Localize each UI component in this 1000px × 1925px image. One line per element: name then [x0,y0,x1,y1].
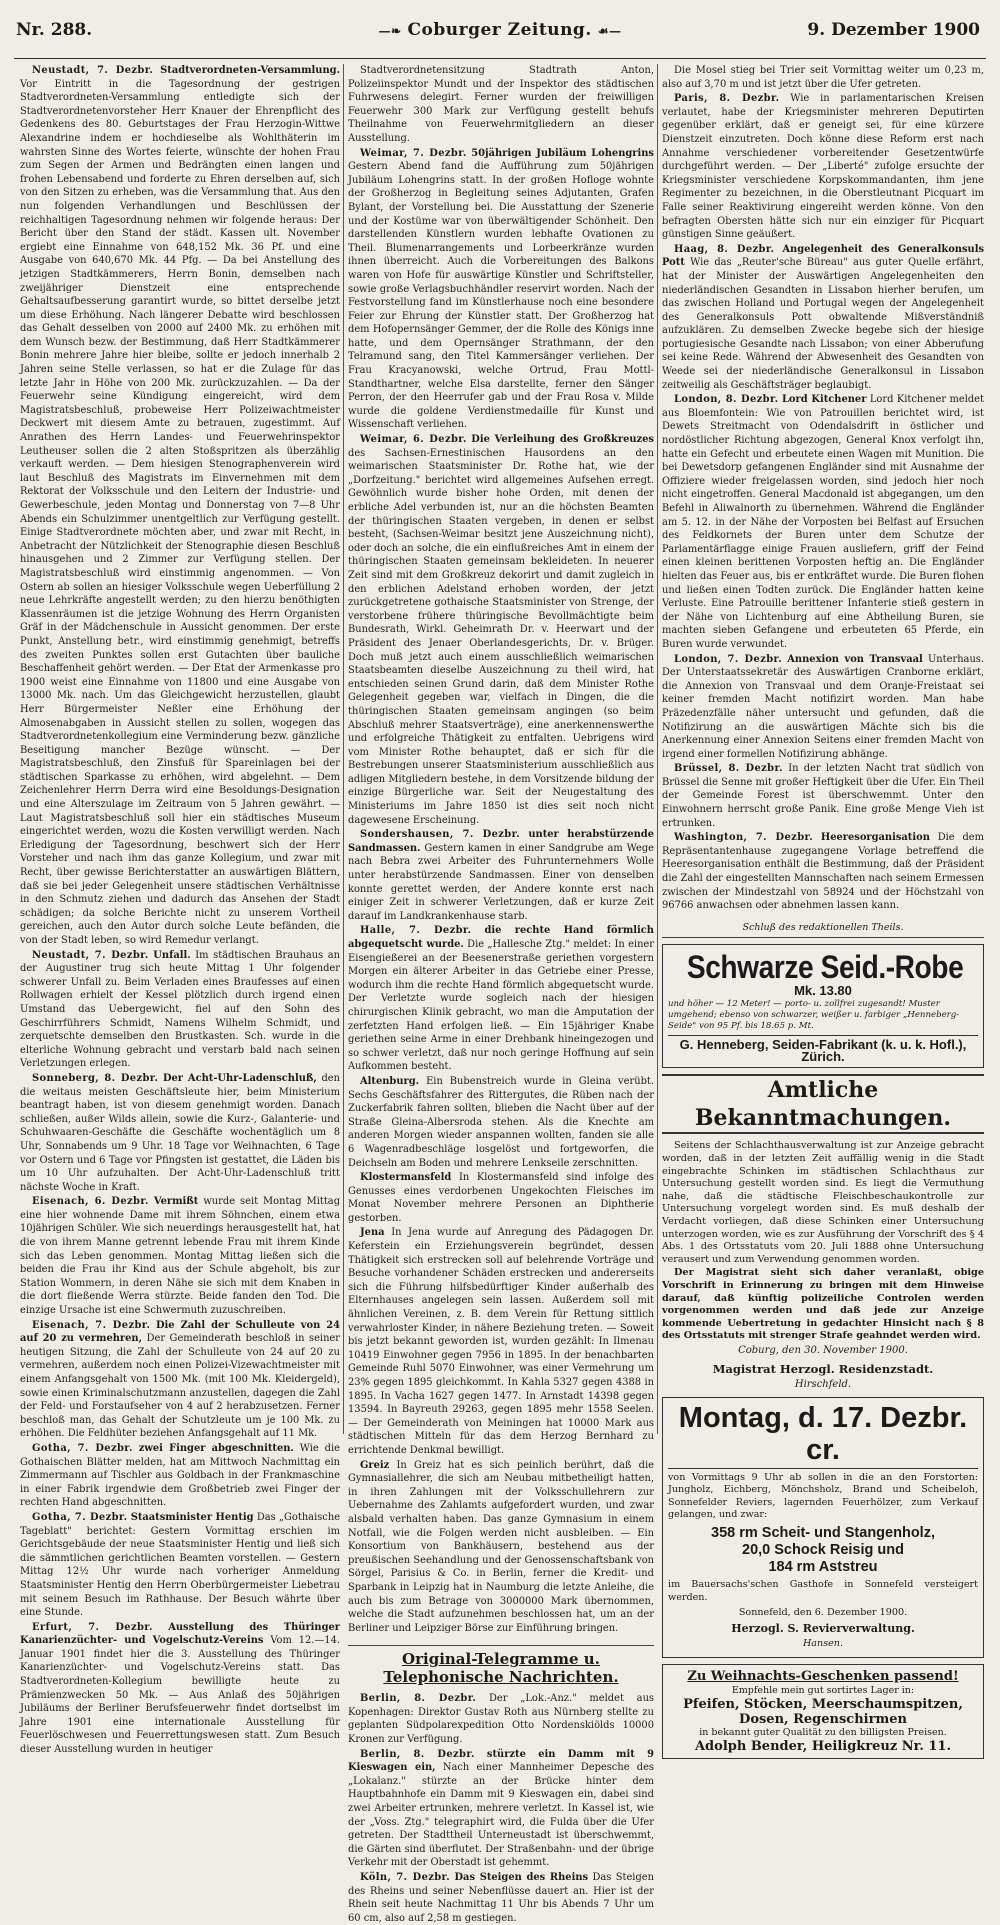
article-headline: Klostermansfeld [360,1172,452,1184]
article-paragraph [662,393,984,651]
article-dateline: London, 8. Dezbr. [674,394,779,406]
article-paragraph [348,828,654,923]
article-headline: Jena [360,1227,385,1239]
ad-silk-robe [662,944,984,1068]
article-dateline: Neustadt, 7. Dezbr. [32,949,149,961]
article-text: In Klostermansfeld sind infolge des Genusses eines verdorbenen Ungekochten Fleisches im Monat November mehrere Personen an Diphtherie gestorben. [348,1172,655,1224]
article-headline: Der Acht-Uhr-Ladenschluß, [162,1072,317,1084]
article-text: Die dem Repräsentantenhause zugegangene Vorlage betreffend die Heeresorganisation enthält die Bestimmung, daß der Präsident die Zahl der eingestellten Mannschaften nach seinem Ermessen zwischen der Mindestzahl von 58924 und der Höchstzahl von 96766 anwachsen oder abnehmen lassen kann. [662,832,985,912]
article-text: wurde seit Montag Mittag eine hier wohnende Dame mit ihrem Söhnchen, einem etwa 10jährigen Schüler. Wie sich neuerdings herausgestellt hat, hat die von ihrem Manne getrennt lebende Frau mit ihrem Kinde sich das Leben genommen. Montag Mittag ließen sich die beiden die Frau ihr Kind aus der Schule abgeholt, bis zur Station Wommern, in deren Nähe sie sich mit dem Knaben in die dort fließende Werra stürzte. Beide fanden den Tod. Die einzige Ursache ist eine Schwermuth zuzuschreiben. [20,1196,341,1317]
editorial-end-note: Schluß des redaktionellen Theils. [662,917,984,939]
ad-auction-location: im Bauersachs'schen Gasthofe in Sonnefeld versteigert werden. [668,1579,978,1603]
column-3-news [662,64,984,913]
article-headline: Die Zahl der Schulleute von 24 auf 20 zu vermehren, [20,1319,340,1345]
article-headline: Lord Kitchener [781,394,867,406]
article-headline: zwei Finger abgeschnitten. [138,1442,294,1454]
ad-auction-item: 184 rm Aststreu [768,1559,878,1576]
article-headline: die rechte Hand förmlich abgequetscht wurde. [348,925,654,950]
article-text: Unterhaus. Der Unterstaatssekretär des Auswärtigen Cranborne erklärt, die Annexion von Transvaal und dem Oranje-Freistaat sei keiner fremden Macht notifizirt worden. Man habe Präzedenzfälle näher untersucht und gefunden, daß die Notifizirung an die auswärtigen Mächte sich bis die Anerkennung einer Annexion Seitens einer fremden Macht von irgend einer formellen Notifizirung abhänge. [662,653,985,760]
article-headline: stürzte ein Damm mit 9 Kieswagen ein, [348,1748,654,1774]
article-headline: Annexion von Transvaal [787,653,923,665]
article-paragraph [662,653,984,762]
article-paragraph [348,147,654,432]
article-text: Gestern Abend fand die Aufführung zum 50jährigen Jubiläum Lohengrins statt. In der großen Hofloge wohnte der Großherzog in Begleitung seines Adjutanten, Grafen Bylant, der Vorstellung bei. Die Ausstattung der Szenerie und der Kostüme war von überwältigender Schönheit. Den darstellenden Künstlern wurden lebhafte Ovationen zu Theil. Blumenarrangements und Lorbeerkränze wurden ihnen überreicht. Auch die Vorbereitungen des Balkons waren von Hofe für auswärtige Künstler und Schriftsteller, sowie große Verlagsbuchhändler reservirt worden. Nach der Festvorstellung fand im Künstlerhause noch eine besondere Feier zur Ehrung der Künstler statt. Der Großherzog hat dem Hofopernsänger Gemmer, der die Rolle des Königs inne hatte, und dem Opernsänger Strathmann, der den Telramund sang, den Titel Kammersänger verliehen. Der Frau Kracyanowski, welche Ortrud, Frau Mottl-Standthartner, welche Elsa darstellte, ferner den Sänger Perron, der den Heerrufer gab und der Frau Rosa v. Milde wurde die goldene Verdienstmedaille für Kunst und Wissenschaft verliehen. [348,161,654,431]
article-text: Stadtverordnetensitzung Stadtrath Anton, Polizeiinspektor Mundt und der Inspektor des städtischen Fuhrwesens delegirt. Ferner wurden der freiwilligen Feuerwehr 300 Mark zur Verfügung gestellt behufs Theilnahme von Feuerwehrmitgliedern an dieser Ausstellung. [348,65,654,144]
ad-bender-intro: Empfehle mein gut sortirtes Lager in: [731,1685,915,1697]
ad-bender-firm: Adolph Bender, Heiligkreuz Nr. 11. [694,1739,952,1755]
article-dateline: Weimar, 7. Dezbr. [360,147,467,159]
article-text: In Jena wurde auf Anregung des Pädagogen Dr. Keferstein ein Erziehungsverein begründet, dessen Thätigkeit sich erstrecken soll auf belehrende Vorträge und Besuche vorhandener Schäden erstrecken und andererseits sich die Führung hilfsbedürftiger Kinder außerhalb des Elternhauses angelegen sein lassen. Außerdem soll mit ähnlichen Vereinen, z. B. dem Verein für Rettung sittlich verwahrloster Kinder, in nähere Beziehung treten. — Soweit bis jetzt bekannt geworden ist, wurden gezählt: In Ilmenau 10419 Einwohner gegen 7956 in 1895. In der benachbarten Gemeinde Ruhl 5070 Einwohner, was einer Vermehrung um 23% gegen 1895 gleichkommt. In Kahla 5327 gegen 4388 in 1895. In Vacha 1627 gegen 1477. In Arnstadt 14398 gegen 13594. In Bayreuth 29263, gegen 1895 mehr 1558 Seelen. — Der Gemeinderath von Meiningen hat 10000 Mark aus städtischen Mitteln für das dem Herzog Bernhard zu errichtende Denkmal bewilligt. [348,1227,654,1456]
article-dateline: Halle, 7. Dezbr. [360,925,472,937]
article-dateline: Paris, 8. Dezbr. [674,93,780,105]
article-headline: Staatsminister Hentig [130,1511,254,1523]
telegrams-section-title: Original-Telegramme u. Telephonische Nachrichten. [348,1645,654,1686]
article-dateline: Erfurt, 7. Dezbr. [32,1621,153,1633]
ad-auction-headline: Montag, d. 17. Dezbr. cr. [668,1402,978,1469]
ad-robe-text: und höher — 12 Meter! — porto- u. zollfrei zugesandt! Muster umgehend; ebenso von schwarzer, weißer u. farbiger „Henneberg-Seide" von 95 Pf. bis 18.65 p. Mt. [668,999,960,1032]
article-paragraph [662,243,984,393]
ad-bender-quality: in bekannt guter Qualität zu den billigsten Preisen. [699,1727,947,1739]
column-3 [662,64,985,1755]
article-text: Lord Kitchener meldet aus Bloemfontein: Wie von Patrouillen berichtet wird, ist Dewets Streitmacht von Odendalsdrift in östlicher und nordöstlicher Richtung abgezogen, General Knox verfolgt ihn, hatte ein Gefecht und erbeutete einen Wagen mit Munition. Die bei Dewetsdorp gefangenen Engländer sind mit Ausnahme der Offiziere wieder freigelassen worden, sind jedoch hier noch nicht eingetroffen. General Macdonald ist abgegangen, um den Befehl in Aliwalnorth zu übernehmen. Während die Engländer am 5. 12. in der Nähe der Vorposten bei Belfast auf Ersuchen des Feldkornets der Buren unter dem Schutze der Parlamentärflagge einige Frauen ausliefern, griff der Feind einen kleinen berittenen Vorposten heftig an. Die Engländer hielten das Feuer aus, bis er entkräftet wurde. Die Buren flohen und ließen einen Todten zurück. Die Engländer hatten keine Verluste. Eine Patrouille berittener Infanterie stieß gestern in der Nähe von Lichtenburg auf eine Abtheilung Buren, sie machten sieben Gefangene und erbeuteten 65 Pferde, ein Buren wurde verwundet. [662,394,984,650]
article-paragraph [20,1319,340,1441]
ad-wood-auction [662,1397,984,1659]
column-2 [348,64,655,1924]
article-dateline: London, 7. Dezbr. [674,653,783,665]
article-dateline: Gotha, 7. Dezbr. [32,1511,128,1523]
newspaper-title: Coburger Zeitung. [407,20,592,40]
article-text: den die weitaus meisten Geschäftsleute hier, beim Ministerium beantragt haben, ist von diesem genehmigt worden. Danach schließen, außer Wilds allein, sowie die Kurz-, Galanterie- und Schuhwaaren-Geschäfte die Geschäfte wochentäglich um 8 Uhr, Sonnabends um 9 Uhr. 18 Tage vor Weihnachten, 6 Tage vor Ostern und 6 Tage vor Pfingsten ist gestattet, die Läden bis um 10 Uhr aufzuhalten. Der Acht-Uhr-Ladenschluß tritt nächste Woche in Kraft. [20,1072,341,1193]
article-dateline: Sondershausen, 7. Dezbr. [360,829,521,841]
article-headline: Greiz [360,1459,390,1471]
article-headline: unter herabstürzende Sandmassen. [348,829,654,854]
article-text: Ein Bubenstreich wurde in Gleina verübt. Sechs Geschäftsfahrer des Rittergutes, die Rüben nach der Zuckerfabrik fahren sollten, blieben die Nacht über auf der Straße Gleina-Albersroda stehen. Als die Knechte am anderen Morgen wieder anspannen wollten, fanden sie alle 6 Wagenradbeschläge losgelöst und fortgeworfen, die Deichseln am Boden und mehrere Lenkseile zerschnitten. [348,1075,654,1169]
official-notice-place-date: Coburg, den 30. November 1900. [738,1344,908,1356]
article-headline: Angelegenheit des Generalkonsuls Pott [662,243,985,269]
article-paragraph [348,1226,654,1457]
article-paragraph [348,1692,654,1746]
article-text: Die Mosel stieg bei Trier seit Vormittag weiter um 0,23 m, also auf 3,70 m und ist jetzt über die Ufer getreten. [662,65,984,90]
article-paragraph [662,92,984,242]
article-text: Wie das „Reuter'sche Büreau" aus guter Quelle erfährt, hat der Minister der Auswärtigen Angelegenheiten den niederländischen Gesandten in Lissabon hierher berufen, um das zwischen Holland und Portugal wegen der Angelegenheit des Generalkonsuls Pott obwaltende Mißverständniß aufzuklären. Zu demselben Zwecke begebe sich der hiesige portugiesische Gesandte nach Lissabon; von einer Abberufung sei keine Rede. Während der Abwesenheit des Gesandten von Weede sei der niederländische Generalkonsul in Lissabon zeitweilig als Geschäftsträger beglaubigt. [662,257,984,391]
article-headline: Ausstellung des Thüringer Kanarienzüchter- und Vogelschutz-Vereins [20,1621,341,1647]
article-headline: Stadtverordneten-Versammlung. [160,65,341,76]
article-text: Wie die Gothaischen Blätter melden, hat am Mittwoch Nachmittag ein Zimmermann auf Tischler aus Goldbach in der Frankmaschine in einer Fabrik irgendwie dem Großbetrieb zwei Finger der rechten Hand abgeschnitten. [20,1442,340,1509]
official-notice-signatory: Hirschfeld. [794,1379,852,1391]
article-paragraph [20,1072,340,1194]
article-paragraph [348,1075,654,1170]
ornament-left: —❧ [378,24,402,38]
article-headline: Altenburg. [360,1075,420,1087]
column-rule [343,64,344,1434]
column-rule [657,64,658,1434]
masthead-rule [14,58,986,59]
official-notice-paragraph: Seitens der Schlachthausverwaltung ist zur Anzeige gebracht worden, daß in der letzten Zeit auffällig wenig in die Stadt eingebrachte Schinken im städtischen Schlachthaus zur Untersuchung gestellt worden sind. Es liegt die Vermuthung nahe, daß die städtische Fleischbeschaukontrolle zur Untersuchung vorgelegt worden sind. Es muß deshalb der Verdacht vorliegen, daß diese Schinken einer Untersuchung unterzogen worden, wie es zur Ausführung der Vorschrift des § 4 Abs. 1 des Ortsstatuts vom 20. Juli 1888 ohne Untersuchung verausert und zum Verwendung genommen worden. [662,1140,984,1265]
article-paragraph [20,1195,340,1317]
ad-auction-signatory: Hansen. [802,1637,844,1649]
article-paragraph [20,1621,340,1757]
article-paragraph [348,1871,654,1925]
article-paragraph [662,831,984,913]
article-paragraph [348,433,654,827]
article-headline: 50jährigen Jubiläum Lohengrins [471,147,654,159]
article-dateline: Berlin, 8. Dezbr. [360,1693,477,1705]
article-text: Der „Lok.-Anz." meldet aus Kopenhagen: Direktor Gustav Roth aus Nürnberg stellte zu geplanten Südpolarexpedition Otto Nordenskiölds 10000 Kronen zur Verfügung. [348,1693,654,1746]
ad-robe-firm: G. Henneberg, Seiden-Fabrikant (k. u. k. Hofl.), Zürich. [668,1035,978,1063]
article-text: In der letzten Nacht trat südlich von Brüssel die Senne mit großer Heftigkeit über die Ufer. Ein Theil der Gemeinde Forest ist überschwemmt. Unter den Einwohnern herrscht große Panik. Eine große Menge Vieh ist ertrunken. [662,763,984,829]
article-dateline: Neustadt, 7. Dezbr. [32,65,154,76]
article-headline: Unfall. [153,949,191,961]
column-1 [20,64,341,1756]
ornament-right: ☙— [597,24,622,38]
article-text: Die „Hallesche Ztg." meldet: In einer Eisengießerei an der Beesenerstraße geriethen vorgestern Morgen ein älterer Arbeiter in das Getriebe einer Presse, wodurch ihm die rechte Hand förmlich abgequetscht wurde. Der Verletzte wurde sogleich nach der hiesigen chirurgischen Klinik gebracht, wo man die Amputation der zerfetzten Hand erfolgen ließ. — Ein 15jähriger Knabe geriethen seine Arme in einer Drehbank hineingezogen und so schwer verletzt, daß nur noch geringe Hoffnung auf sein Aufkommen besteht. [348,939,654,1073]
article-headline: Heeresorganisation [820,832,930,844]
article-dateline: Gotha, 7. Dezbr. [32,1442,133,1454]
article-dateline: Sonneberg, 8. Dezbr. [32,1072,159,1084]
article-text: Gestern kamen in einer Sandgrube am Wege nach Bebra zwei Arbeiter des Fuhrunternehmers Wolle unter herabstürzende Sandmassen. Einer von denselben konnte gerettet werden, der Andere konnte erst nach einiger Zeit in schwerer Verletzungen, daß er kurze Zeit darauf im Landkrankenhause starb. [348,842,654,922]
article-paragraph [348,1459,654,1636]
article-paragraph [348,1748,654,1870]
official-notice-authority: Magistrat Herzogl. Residenzstadt. [712,1361,934,1376]
article-dateline: Haag, 8. Dezbr. [674,243,775,255]
ad-auction-body: von Vormittags 9 Uhr ab sollen in die an den Forstorten: Jungholz, Eichberg, Mönchsholz, Brand und Scheibeloh, Sonnefelder Reviers, lagernden Feuerhölzer, zum Verkauf gelangen, und zwar: [668,1471,978,1521]
ad-auction-authority: Herzogl. S. Revierverwaltung. [731,1621,915,1635]
article-dateline: Weimar, 6. Dezbr. [360,434,467,446]
ad-bender-items: Pfeifen, Stöcken, Meerschaumspitzen, Dosen, Regenschirmen [683,1697,963,1728]
ad-auction-place-date: Sonnefeld, den 6. Dezember 1900. [738,1607,908,1619]
article-text: Im städtischen Brauhaus an der Augustiner trug sich heute Mittag 1 Uhr folgender schwerer Unfall zu. Beim Verladen eines Braufesses auf einen Rollwagen erhielt der Kessel plötzlich durch irgend einen Umstand das Uebergewicht, fiel auf den Sohn des Geschirrführers Schmidt, Namens Wilhelm Schmidt, und zerquetschte demselben den Brustkasten. Sch. wurde in die elterliche Wohnung gebracht und verstarb bald nach seinen Verletzungen erlegen. [20,949,340,1070]
official-notice-paragraph: Der Magistrat sieht sich daher veranlaßt, obige Vorschrift in Erinnerung zu bringen mit dem Hinweise darauf, daß künftig polizeiliche Controlen werden vorgenommen werden und daß jede zur Anzeige kommende Uebertretung in gedachter Hinsicht nach § 8 des Ortsstatuts mit strenger Strafe geahndet werden wird. [662,1267,984,1342]
ad-auction-item: 358 rm Scheit- und Stangenholz, [711,1525,935,1542]
article-text: Nach einer Mannheimer Depesche des „Lokalanz." stürzte an der Brücke hinter dem Hauptbahnhofe ein Damm mit 9 Kieswagen ein, dabei sind zwei Arbeiter ertrunken, mehrere verletzt. In Kassel ist, wie der „Voss. Ztg." telegraphirt wird, die Fulda über die Ufer getreten. Der Stadttheil Unterneustadt ist überschwemmt, die Gärten sind überflutet. Der Straßenbahn- und der übrige Verkehr mit der Oberstadt ist gehemmt. [348,1762,654,1869]
article-paragraph [20,1442,340,1510]
article-dateline: Eisenach, 6. Dezbr. [32,1196,149,1208]
article-text: Das Steigen des Rheins und seiner Nebenflüsse dauert an. Hier ist der Rhein seit heute Nachmittag 11 Uhr bis Abends 7 Uhr um 60 cm, also auf 2,58 m gestiegen. [348,1872,654,1924]
article-paragraph [20,1511,340,1620]
article-text: Vor Eintritt in die Tagesordnung der gestrigen Stadtverordneten-Versammlung entledigte sich der Stadtverordnetenvorsteher Herr Knauer der Ehrenpflicht des Gedenkens des 80. Geburtstages der Frau Herzogin-Wittwe Alexandrine indem er hochdieselbe als Wohlthäterin im wahrsten Sinne des Wortes feierte, wünschte der hohen Frau zum Segen der Armen und Bedrängten einen langen und frohen Lebensabend und forderte zu Ehren derselben auf, sich von den Sitzen zu erheben, was die Versammlung that. Aus den nun folgenden Verhandlungen und Beschlüssen der reichhaltigen Tagesordnung nehmen wir folgende heraus: Der Bericht über den Stand der städt. Kassen ult. November ergiebt eine Einnahme von 648,152 Mk. 36 Pf. und eine Ausgabe von 640,670 Mk. 44 Pfg. — Da bei Anstellung des jetzigen Stadtkämmerers, Herrn Bonin, demselben nach zweijähriger Dienstzeit eine entsprechende Gehaltsaufbesserung garantirt wurde, so bittet derselbe jetzt um diese Erhöhung. Nach längerer Debatte wird beschlossen das Gehalt desselben von 2000 auf 2400 Mk. zu erhöhen mit dem Wunsch bezw. der Bestimmung, daß Herr Stadtkämmerer Bonin mehrere Jahre hier bleibe, sollte er jedoch innerhalb 2 Jahren seine Stelle verlassen, so hat er die Zulage für das letzte Jahr in Höhe von 200 Mk. zurückzuzahlen. — Da der Feuerwehr seine Kündigung eingereicht, wird dem Magistratsbeschluß, probeweise Herr Polizeiwachtmeister Deckwert mit diesem Amte zu betrauen, zugestimmt. Auf Anrathen des Herrn Landes- und Feuerwehrinspektor Leutheuser sollen die 2 alten Stoßspritzen als überzählig verkauft werden. — Dem hiesigen Stenographenverein wird laut Beschluß des Magistrats im Einvernehmen mit dem Rektorat der Volksschule und den Leitern der Industrie- und Gewerbeschule, jeden Montag und Donnerstag von 7—8 Uhr Abends ein Schulzimmer unentgeltlich zur Verfügung gestellt. Einige Stadtverordnete möchten aber, und zwar mit Recht, in Anbetracht der Nützlichkeit der Stenographie diesen Beschluß hinausgehen und 2 Zimmer zur Verfügung stellen. Der Magistratsbeschluß wird einstimmig angenommen. — Von Ostern ab sollen an hiesiger Volksschule wegen Ueberfüllung 2 neue Lehrkräfte angestellt werden; zu den hierzu benöthigten Klassenräumen ist die jetzige Wohnung des Herrn Organisten Gräf in der Mädchenschule in Aussicht genommen. Der erste Punkt, Anstellung betr., wird einstimmig genehmigt, betreffs des zweiten Punktes sollen erst Gutachten über bauliche Beschaffenheit gehört werden. — Der Etat der Armenkasse pro 1900 weist eine Einnahme von 11800 und eine Ausgabe von 13000 Mk. nach. Um das Gleichgewicht herzustellen, glaubt Herr Bürgermeister Neßler eine Erhöhung der Almosenabgaben in Aussicht stellen zu sollen, wogegen das Stadtverordnetenkollegium eine Verminderung bezw. gänzliche Beseitigung mancher Bezüge wünscht. — Der Magistratsbeschluß, den Zinsfuß für Spareinlagen bei der städtischen Sparkasse zu erhöhen, wird abgelehnt. — Dem Zeichenlehrer Herrn Derra wird eine Besoldungs-Designation und eine Alterszulage im Zeitraum von 5 Jahren gewährt. — Laut Magistratsbeschluß soll hier ein städtisches Museum eingerichtet werden, wozu die Kosten verwilligt werden. Nach Erledigung der Tagesordnung, beschwert sich der Herr Vorsteher und nach ihm das ganze Kollegium, und zwar mit Recht, über gewisse Berichterstatter an auswärtigen Blättern, daß sie bei jeder Gelegenheit unsere städtischen Verhältnisse in den Schmutz ziehen und dadurch das Ansehen der Stadt schädigen; da solche Berichte nicht zu unserem Vortheil gereichen, auch den Autor durch solche Leute befänden, die von der Stadt leben, so wird Remedur verlangt. [20,78,340,946]
article-text: Vom 12.—14. Januar 1901 findet hier die 3. Ausstellung des Thüringer Kanarienzüchter- und Vogelschutz-Vereins statt. Das Stadtverordneten-Kollegium bewilligte heute zu Prämienzwecken 50 Mk. — Aus Anlaß des 50jährigen Jubiläums der Berliner Berufsfeuerwehr findet dortselbst im Jahre 1901 eine internationale Ausstellung für Feuerlöschwesen und Feuerrettungswesen statt. Zum Besuch dieser Ausstellung wurden in heutiger [20,1635,340,1756]
article-paragraph [20,64,340,948]
article-text: Wie in parlamentarischen Kreisen verlautet, habe der Kriegsminister mehreren Deputirten gegenüber erklärt, daß er geneigt sei, für eine kürzere Dienstzeit einzutreten. Doch könne diese Reform erst nach Annahme verschiedener vorbereitender Gesetzentwürfe durchgeführt werden. — Der „Liberté" zufolge ersuchte der Kriegsminister verschiedene Korpskommandanten, ihm jene Regimenter zu bezeichnen, in die Oberstleutnant Picquart im Falle seiner Reaktivirung eingereiht werden könne. Von den befragten Obersten hätte sich nur ein einziger für Picquart günstigen Sinne geäußert. [662,93,984,241]
ad-bender-headline: Zu Weihnachts-Geschenken passend! [687,1669,959,1685]
article-text: Der Gemeinderath beschloß in seiner heutigen Sitzung, die Zahl der Schulleute von 24 auf 20 zu vermehren, außerdem noch einen Polizei-Vizewachtmeister mit einem Anfangsgehalt von 1500 Mk. (mit 100 Mk. Kleidergeld), sowie einen Kriminalschutzmann anzustellen, dagegen die Zahl der Feld- und Forstaufseher von 4 auf 2 herabzusetzen. Ferner beschloß man, das Gehalt der Schutzleute um je 100 Mk. zu erhöhen. Die Feldhüter beziehen Anfangsgehalt auf 11 Mk. [20,1333,340,1440]
article-paragraph [348,64,654,146]
official-notices [662,1074,984,1391]
article-paragraph [348,924,654,1074]
article-text: Das „Gothaische Tageblatt" berichtet: Gestern Vormittag erschien im Gerichtsgebäude der neue Staatsminister Hentig und ließ sich die sämmtlichen gerichtlichen Beamten vorstellen. — Gestern Mittag 12½ Uhr wurde nach vorheriger Anmeldung Staatsminister Hentig den Herrn Oberbürgermeister Liebetrau mit seinem Besuch im Rathhause. Der Besuch währte über eine Stunde. [20,1511,341,1619]
article-dateline: Berlin, 8. Dezbr. [360,1748,475,1760]
article-paragraph [662,762,984,830]
ad-robe-price: Mk. 13.80 [794,983,852,999]
article-paragraph [662,64,984,91]
article-dateline: Köln, 7. Dezbr. [360,1872,451,1883]
article-dateline: Brüssel, 8. Dezbr. [674,763,784,775]
ad-auction-item: 20,0 Schock Reisig und [742,1542,904,1559]
issue-date: 9. Dezember 1900 [807,20,980,40]
article-headline: Die Verleihung des Großkreuzes [471,434,654,446]
article-text: In Greiz hat es sich peinlich berührt, daß die Gymnasiallehrer, die sich am Neubau mitbetheiligt hatten, in ihren Zahlungen mit der Volksschullehrern zur Uebernahme des Zahlamts aufgefordert wurden, und zwar alsbald verhalten haben. Das ganze Gymnasium in einem Notfall, wie die Folgen werden nicht ausbleiben. — Ein Konsortium von Bankhäusern, bestehend aus der preußischen Seehandlung und der Genossenschaftsbank von Sörgel, Parisius & Co. in Berlin, ferner die Kredit- und Sparbank in Leipzig hat in Naumburg die letzte Anleihe, die auch bis zum Betrage von 3000000 Mark übernommen, welche die Stadt aufzunehmen beschlossen hat, um an der Berliner und Leipziger Börse zur Einführung bringen. [348,1459,654,1634]
article-paragraph [348,1171,654,1225]
issue-number: Nr. 288. [16,20,93,40]
article-dateline: Eisenach, 7. Dezbr. [32,1319,151,1331]
article-headline: Vermißt [153,1196,199,1208]
masthead [0,0,1000,58]
ad-robe-headline: Schwarze Seid.-Robe [686,949,964,986]
ad-bender [662,1664,984,1759]
article-text: des Sachsen-Ernestinischen Hausordens an den weimarischen Staatsminister Dr. Rothe hat, wie der „Dorfzeitung." berichtet wird allgemeines Aufsehen erregt. Gewöhnlich wurde bisher hohe Orden, mit denen der erbliche Adel verbunden ist, nur an die höchsten Beamten der thüringischen Staaten vergeben, in denen er selbst besteht, (Sachsen-Weimar besitzt jene Auszeichnung nicht), oder doch an solche, die ein einflußreiches Amt in einem der thüringischen Staaten gemeinsam bekleideten. In neuerer Zeit sind mit dem Großkreuz dekorirt und damit zugleich in den erblichen Adelstand erhoben worden, der jetzt zurückgetretene gothaische Staatsminister von Strenge, der verstorbene frühere thüringische Bevollmächtigte beim Bundesrath, Wirkl. Geheimrath Dr. v. Heerwart und der Präsident des Jenaer Oberlandesgerichts, Dr. v. Brüger. Doch muß jetzt auch einem ausschließlich weimarischen Staatsbeamten dieselbe Auszeichnung zu theil wird, hat entschieden seinen Grund darin, daß dem Minister Rothe Gelegenheit gegeben war, vielfach in Dingen, die die thüringischen Staaten gemeinsam angingen (so beim Abschluß mehrer Staatsverträge), eine anerkennenswerthe und erfolgreiche Thätigkeit zu entfalten. Uebrigens wird vom Minister Rothe behauptet, daß er sich für die Bestrebungen unserer Staatsministerium ausschließlich aus adligen Mitgliedern bestehe, in dem Vorsitzende bildung der einzige Bürgerliche war. Seit der Neugestaltung des Ministeriums im Jahre 1850 ist dies seit noch nicht dagewesene Erscheinung. [348,447,654,826]
article-dateline: Washington, 7. Dezbr. [674,832,814,844]
official-notices-title: Amtliche Bekanntmachungen. [662,1074,984,1134]
article-headline: Das Steigen des Rheins [454,1872,589,1883]
article-paragraph [20,949,340,1071]
